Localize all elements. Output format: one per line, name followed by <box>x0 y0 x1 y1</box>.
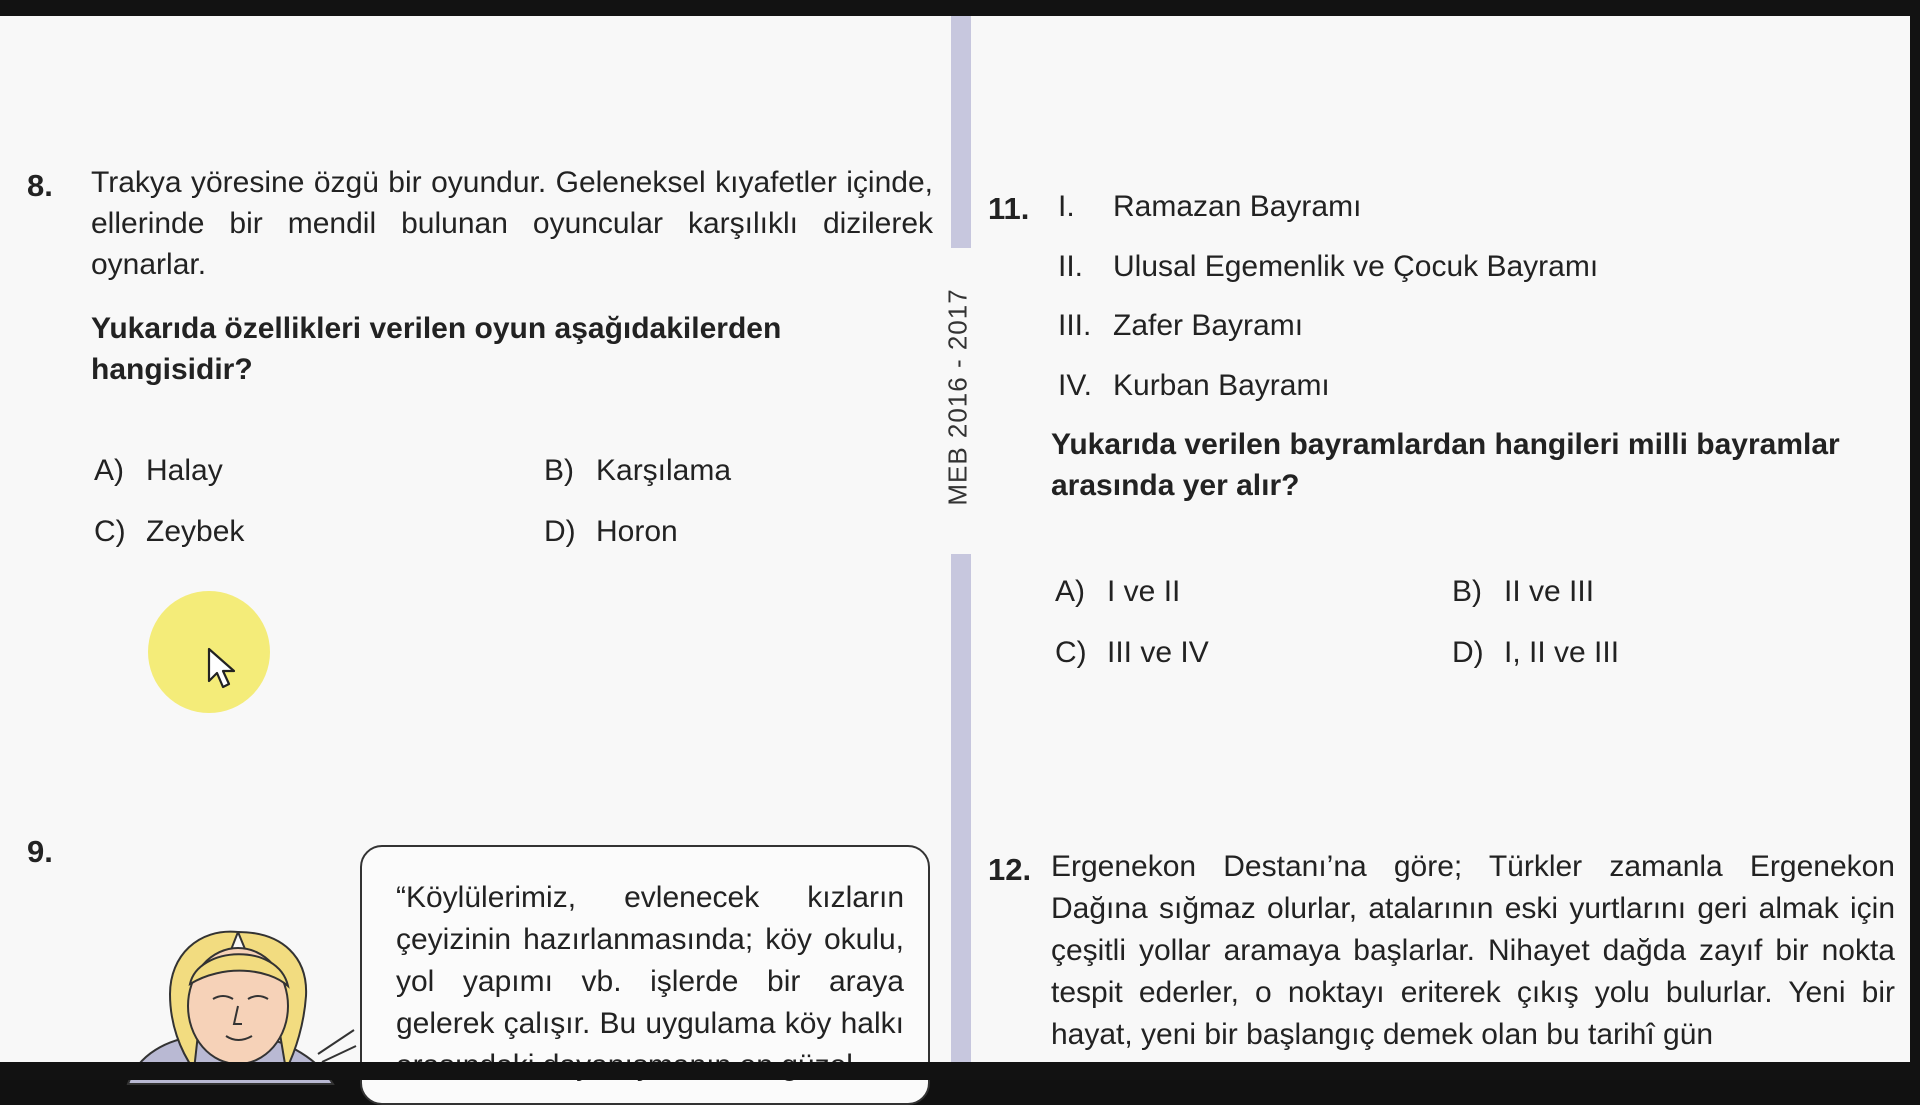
q8-question: Yukarıda özellikleri verilen oyun aşağıdakilerden hangisidir? <box>91 312 782 386</box>
q11-option-b-letter: B) <box>1452 575 1482 608</box>
q8-option-d[interactable] <box>544 515 678 549</box>
q8-option-b[interactable] <box>544 454 731 488</box>
q8-option-d-text: Horon <box>596 515 678 548</box>
q11-option-b-text: II ve III <box>1504 575 1595 608</box>
video-right-bar <box>1910 0 1920 1080</box>
q11-option-a-letter: A) <box>1055 575 1085 608</box>
q11-item-4 <box>1058 369 1330 403</box>
q11-item-1 <box>1058 190 1361 224</box>
q11-item-2-text: Ulusal Egemenlik ve Çocuk Bayramı <box>1113 250 1599 283</box>
q8-option-a-text: Halay <box>146 454 223 487</box>
mouse-pointer-icon <box>206 647 240 691</box>
q8-option-c-text: Zeybek <box>146 515 245 548</box>
q11-number: 11. <box>988 191 1030 226</box>
q11-item-3-numeral: III. <box>1058 309 1092 342</box>
q11-question: Yukarıda verilen bayramlardan hangileri milli bayramlar arasında yer alır? <box>1051 428 1840 502</box>
q11-option-a-text: I ve II <box>1107 575 1181 608</box>
video-top-bar <box>0 0 1920 16</box>
q8-option-c[interactable] <box>94 515 244 549</box>
center-divider-top <box>951 16 971 248</box>
q11-option-d-letter: D) <box>1452 636 1484 669</box>
q8-option-a-letter: A) <box>94 454 124 487</box>
q11-option-c-letter: C) <box>1055 636 1087 669</box>
center-divider-bottom <box>951 554 971 1064</box>
q8-option-b-text: Karşılama <box>596 454 732 487</box>
q8-option-c-letter: C) <box>94 515 126 548</box>
q9-speech-text: “Köylülerimiz, evlenecek kızların çeyizinin hazırlanmasında; köy okulu, yol yapımı vb. işlerde bir araya gelerek çalışır. Bu uygulama köy halkı <box>396 881 904 1040</box>
q11-option-c[interactable] <box>1055 636 1209 670</box>
girl-illustration-icon <box>118 924 358 1084</box>
q11-item-4-numeral: IV. <box>1058 369 1092 402</box>
q11-option-d[interactable] <box>1452 636 1619 670</box>
meb-year-label: MEB 2016 - 2017 <box>942 288 973 506</box>
exam-page <box>0 16 1910 1062</box>
q11-option-b[interactable] <box>1452 575 1594 609</box>
video-bottom-bar <box>0 1062 1920 1080</box>
q11-option-d-text: I, II ve III <box>1504 636 1620 669</box>
q11-item-4-text: Kurban Bayramı <box>1113 369 1330 402</box>
q8-option-b-letter: B) <box>544 454 574 487</box>
q8-option-d-letter: D) <box>544 515 576 548</box>
q8-number: 8. <box>27 168 53 203</box>
q11-item-3 <box>1058 309 1303 343</box>
q12-text: Ergenekon Destanı’na göre; Türkler zamanla Ergenekon Dağına sığmaz olurlar, atalarının eski yurtlarını geri almak için çeşitli yollar aramaya başlarlar. Nihayet dağda zayıf bir nokta tespit ederler, o noktayı eriterek çıkış yolu bulurlar. Yeni bir hayat, yeni bir başlangıç demek olan bu tarihî gün <box>1051 850 1895 1051</box>
q12-number: 12. <box>988 852 1032 887</box>
q11-item-1-text: Ramazan Bayramı <box>1113 190 1362 223</box>
q11-item-3-text: Zafer Bayramı <box>1113 309 1304 342</box>
q11-item-1-numeral: I. <box>1058 190 1075 223</box>
q8-option-a[interactable] <box>94 454 223 488</box>
q8-text: Trakya yöresine özgü bir oyundur. Geleneksel kıyafetler içinde, ellerinde bir mendil bulunan oyuncular karşılıklı dizilerek oynarlar. <box>91 166 933 281</box>
q9-number: 9. <box>27 834 53 869</box>
q11-option-a[interactable] <box>1055 575 1180 609</box>
q11-item-2 <box>1058 250 1598 284</box>
q11-option-c-text: III ve IV <box>1107 636 1209 669</box>
q11-item-2-numeral: II. <box>1058 250 1084 283</box>
